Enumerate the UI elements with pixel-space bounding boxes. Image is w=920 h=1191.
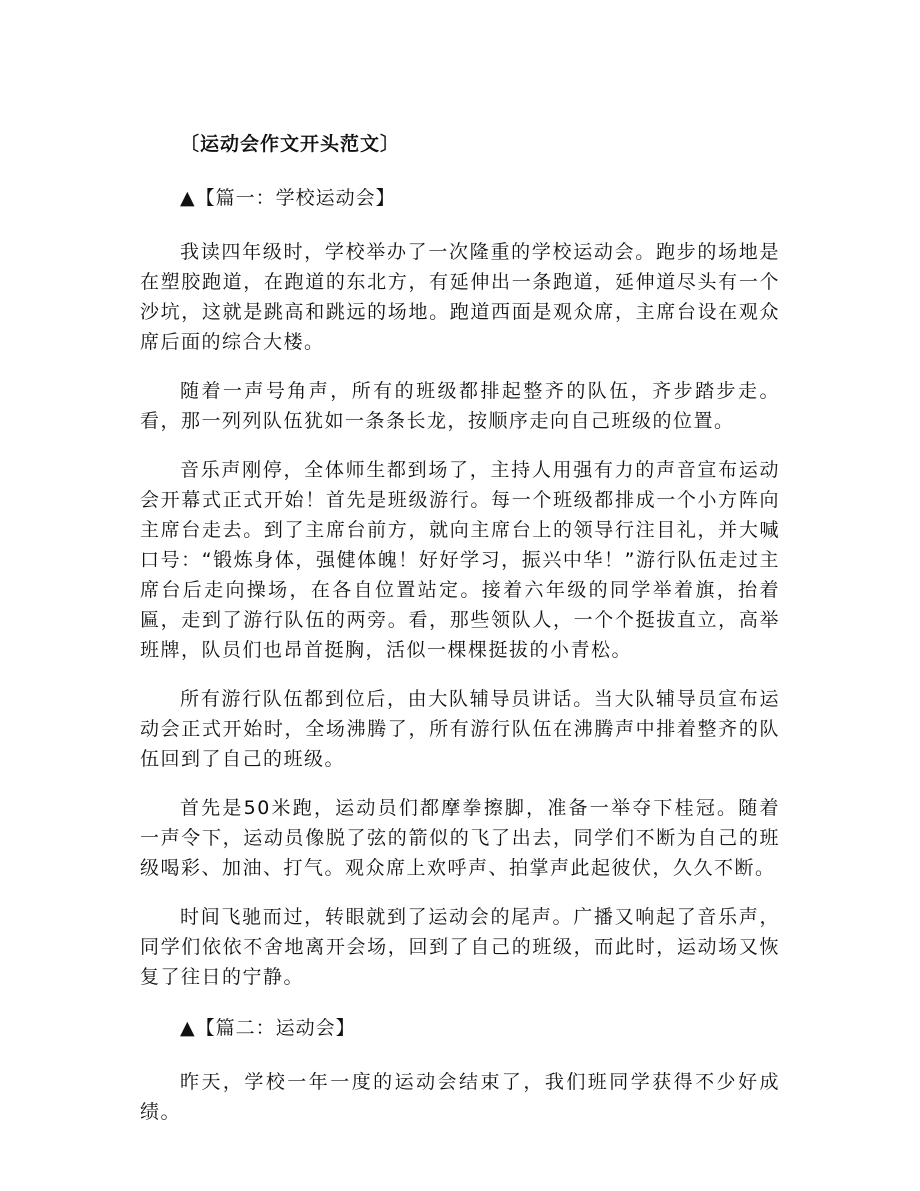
section-heading-1: ▲【篇一：学校运动会】 xyxy=(180,187,396,209)
paragraph: 昨天，学校一年一度的运动会结束了，我们班同学获得不少好成绩。 xyxy=(140,1071,780,1123)
paragraph: 所有游行队伍都到位后，由大队辅导员讲话。当大队辅导员宣布运动会正式开始时，全场沸腾了，所有游行队伍在沸腾声中排着整齐的队伍回到了自己的班级。 xyxy=(140,688,780,770)
paragraph: 首先是50米跑，运动员们都摩拳擦脚，准备一举夺下桂冠。随着一声令下，运动员像脱了弦的箭似的飞了出去，同学们不断为自己的班级喝彩、加油、打气。观众席上欢呼声、拍掌声此起彼伏，久久不断。 xyxy=(140,797,780,879)
paragraph: 随着一声号角声，所有的班级都排起整齐的队伍，齐步踏步走。看，那一列列队伍犹如一条条长龙，按顺序走向自己班级的位置。 xyxy=(140,380,780,432)
document-title: 〔运动会作文开头范文〕 xyxy=(180,133,401,155)
paragraph: 我读四年级时，学校举办了一次隆重的学校运动会。跑步的场地是在塑胶跑道，在跑道的东北方，有延伸出一条跑道，延伸道尽头有一个沙坑，这就是跳高和跳远的场地。跑道西面是观众席，主席台设在观众席后面的综合大楼。 xyxy=(140,241,780,353)
document-body xyxy=(140,127,780,1146)
paragraph: 音乐声刚停，全体师生都到场了，主持人用强有力的声音宣布运动会开幕式正式开始！首先是班级游行。每一个班级都排成一个小方阵向主席台走去。到了主席台前方，就向主席台上的领导行注目礼，并大喊口号：“锻炼身体，强健体魄！好好学习，振兴中华！”游行队伍走过主席台后走向操场，在各自位置站定。接着六年级的同学举着旗，抬着匾，走到了游行队伍的两旁。看，那些领队人，一个个挺拔直立，高举班牌，队员们也昂首挺胸，活似一棵棵挺拔的小青松。 xyxy=(140,459,780,661)
section-heading-2: ▲【篇二：运动会】 xyxy=(180,1017,356,1039)
paragraph: 时间飞驰而过，转眼就到了运动会的尾声。广播又响起了音乐声，同学们依依不舍地离开会场，回到了自己的班级，而此时，运动场又恢复了往日的宁静。 xyxy=(140,906,780,988)
